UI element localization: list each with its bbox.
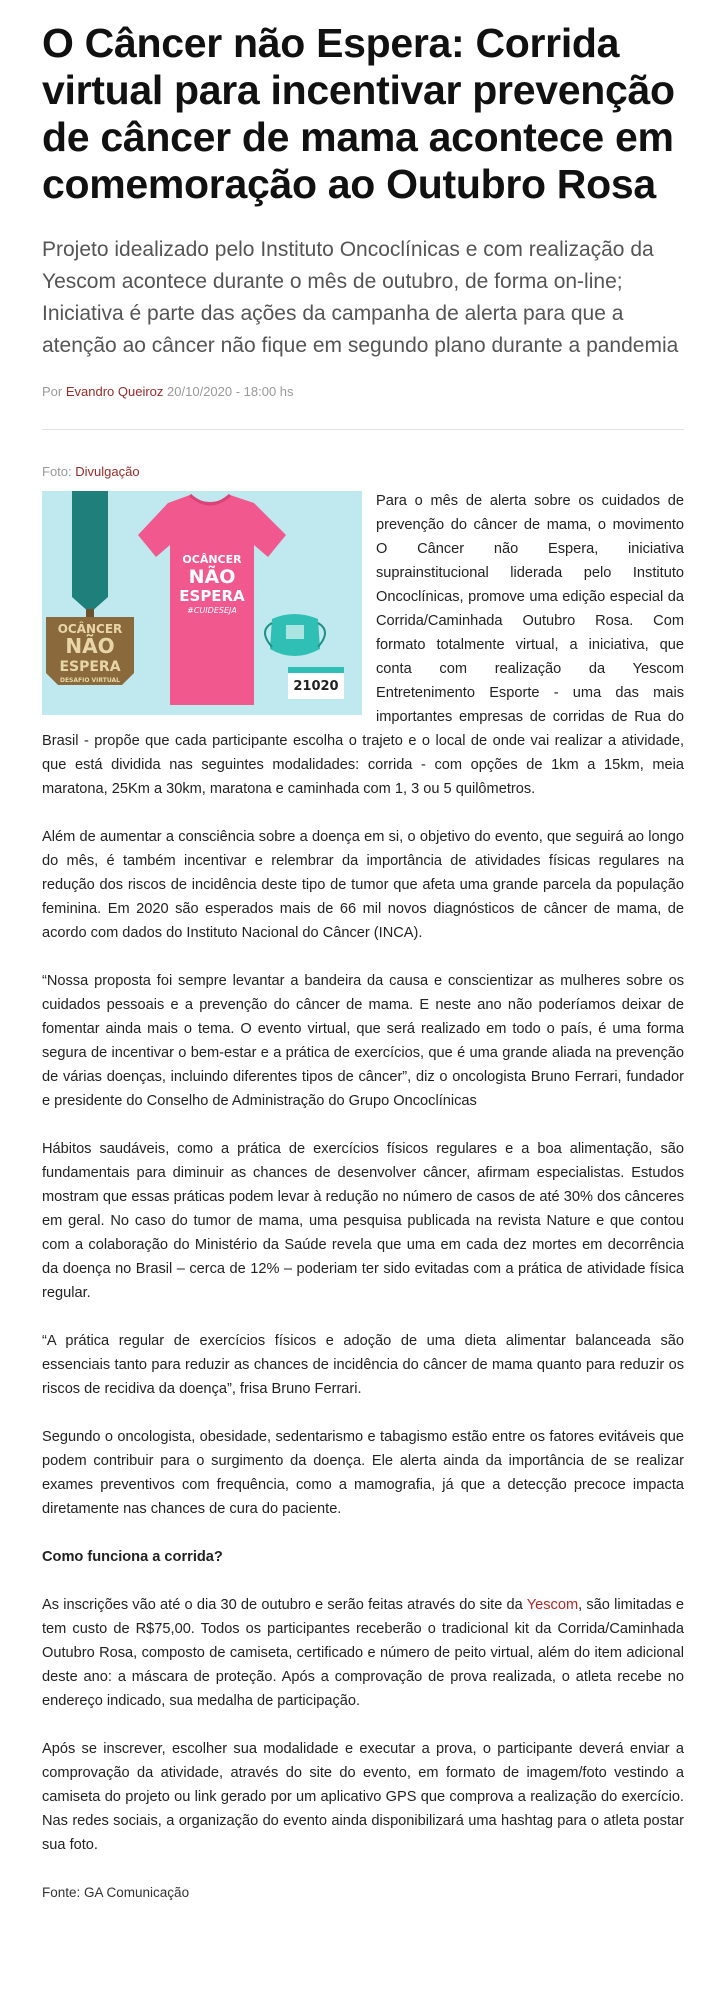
- yescom-link[interactable]: Yescom: [526, 1597, 579, 1613]
- registration-paragraph: [42, 1593, 684, 1713]
- source-credit: Fonte: GA Comunicação: [42, 1885, 190, 1900]
- paragraph-1: Para o mês de alerta sobre os cuidados de prevenção do câncer de mama, o movimento O Câncer não Espera, iniciativa suprainstitucional liderada pelo Instituto Oncoclínicas, promove uma edição especial da Corrida/Caminhada Outubro Rosa. Com formato totalmente virtual, a iniciativa, que conta com realização da Yescom Entretenimento Esporte - uma das mais importantes empresas de corridas de Rua do Brasil - propõe que cada participante escolha o trajeto e o local de onde vai realizar a atividade, que está dividida nas seguintes modalidades: corrida - com opções de 1km a 15km, meia maratona, 25Km a 30km, maratona e caminhada com 1, 3 ou 5 quilômetros.: [42, 493, 684, 797]
- final-paragraph: Após se inscrever, escolher sua modalidade e executar a prova, o participante deverá enviar a comprovação da atividade, através do site do evento, em formato de imagem/foto vestindo a camiseta do projeto ou link gerado por um aplicativo GPS que comprova a realização do exercício. Nas redes sociais, a organização do evento ainda disponibilizará uma hashtag para o atleta postar sua foto.: [42, 1741, 684, 1853]
- medal-text-2: NÃO: [65, 634, 115, 658]
- paragraph-5: “A prática regular de exercícios físicos e adoção de uma dieta alimentar balanceada são essenciais tanto para reduzir as chances de incidência do câncer de mama quanto para reduzir os riscos de recidiva da doença”, frisa Bruno Ferrari.: [42, 1333, 684, 1397]
- paragraph-2: Além de aumentar a consciência sobre a doença em si, o objetivo do evento, que seguirá ao longo do mês, é também incentivar e relembrar da importância de atividades físicas regulares na redução dos riscos de incidência deste tipo de tumor que afeta uma grande parcela da população feminina. Em 2020 são esperados mais de 66 mil novos diagnósticos de câncer de mama, de acordo com dados do Instituto Nacional do Câncer (INCA).: [42, 829, 684, 941]
- subtitle: Projeto idealizado pelo Instituto Oncoclínicas e com realização da Yescom acontece durante o mês de outubro, de forma on-line; Iniciativa é parte das ações da campanha de alerta para que a atenção ao câncer não fique em segundo plano durante a pandemia: [42, 238, 679, 357]
- medal-text-1: OCÂNCER: [57, 622, 123, 636]
- medal-ribbon: [72, 491, 108, 613]
- registration-text-before: As inscrições vão até o dia 30 de outubro e serão feitas através do site da: [42, 1597, 527, 1613]
- bib-number: 21020: [293, 679, 339, 694]
- shirt-text-3: ESPERA: [179, 587, 245, 605]
- byline-prefix: Por: [42, 384, 63, 399]
- article-body: [42, 489, 684, 1905]
- byline: [42, 384, 684, 399]
- paragraph-6: Segundo o oncologista, obesidade, sedentarismo e tabagismo estão entre os fatores evitáveis que podem contribuir para o surgimento da doença. Ele alerta ainda da importância de se realizar exames preventivos com frequência, como a mamografia, já que a detecção precoce impacta diretamente nas chances de cura do paciente.: [42, 1429, 684, 1517]
- photo-credit-prefix: Foto:: [42, 464, 72, 479]
- event-kit-image: [42, 491, 362, 715]
- shirt-text-1: OCÂNCER: [182, 553, 242, 566]
- event-kit-illustration: [42, 491, 362, 715]
- shirt-text-2: NÃO: [188, 566, 236, 588]
- section-heading: Como funciona a corrida?: [42, 1549, 223, 1565]
- paragraph-4: Hábitos saudáveis, como a prática de exercícios físicos regulares e a boa alimentação, são fundamentais para diminuir as chances de desenvolver câncer, afirmam especialistas. Estudos mostram que essas práticas podem levar à redução no número de casos de até 30% dos cânceres em geral. No caso do tumor de mama, uma pesquisa publicada na revista Nature e que contou com a colaboração do Ministério da Saúde revela que uma em cada dez mortes em decorrência da doença no Brasil – cerca de 12% – poderiam ter sido evitadas com a prática de atividade física regular.: [42, 1141, 684, 1301]
- medal-text-4: DESAFIO VIRTUAL: [59, 677, 121, 684]
- photo-credit: [42, 464, 684, 479]
- paragraph-3: “Nossa proposta foi sempre levantar a bandeira da causa e conscientizar as mulheres sobre os cuidados pessoais e a prevenção do câncer de mama. E neste ano não poderíamos deixar de fomentar ainda mais o tema. O evento virtual, que será realizado em todo o país, é uma forma segura de incentivar o bem-estar e a prática de exercícios, que é uma grande aliada na prevenção de várias doenças, incluindo diferentes tipos de câncer”, diz o oncologista Bruno Ferrari, fundador e presidente do Conselho de Administração do Grupo Oncoclínicas: [42, 973, 684, 1109]
- photo-credit-source: Divulgação: [75, 464, 140, 479]
- shirt-hashtag: #CUIDESEJA: [187, 606, 237, 615]
- divider: [42, 429, 684, 430]
- medal-text-3: ESPERA: [59, 659, 121, 675]
- headline: O Câncer não Espera: Corrida virtual para incentivar prevenção de câncer de mama acontece em comemoração ao Outubro Rosa: [42, 20, 675, 207]
- registration-text-after: , são limitadas e tem custo de R$75,00. Todos os participantes receberão o tradicional kit da Corrida/Caminhada Outubro Rosa, composto de camiseta, certificado e número de peito virtual, além do item adicional deste ano: a máscara de proteção. Após a comprovação de prova realizada, o atleta recebe no endereço indicado, sua medalha de participação.: [42, 1597, 684, 1709]
- publish-datetime: 20/10/2020 - 18:00 hs: [167, 384, 294, 399]
- author-link[interactable]: Evandro Queiroz: [65, 384, 164, 399]
